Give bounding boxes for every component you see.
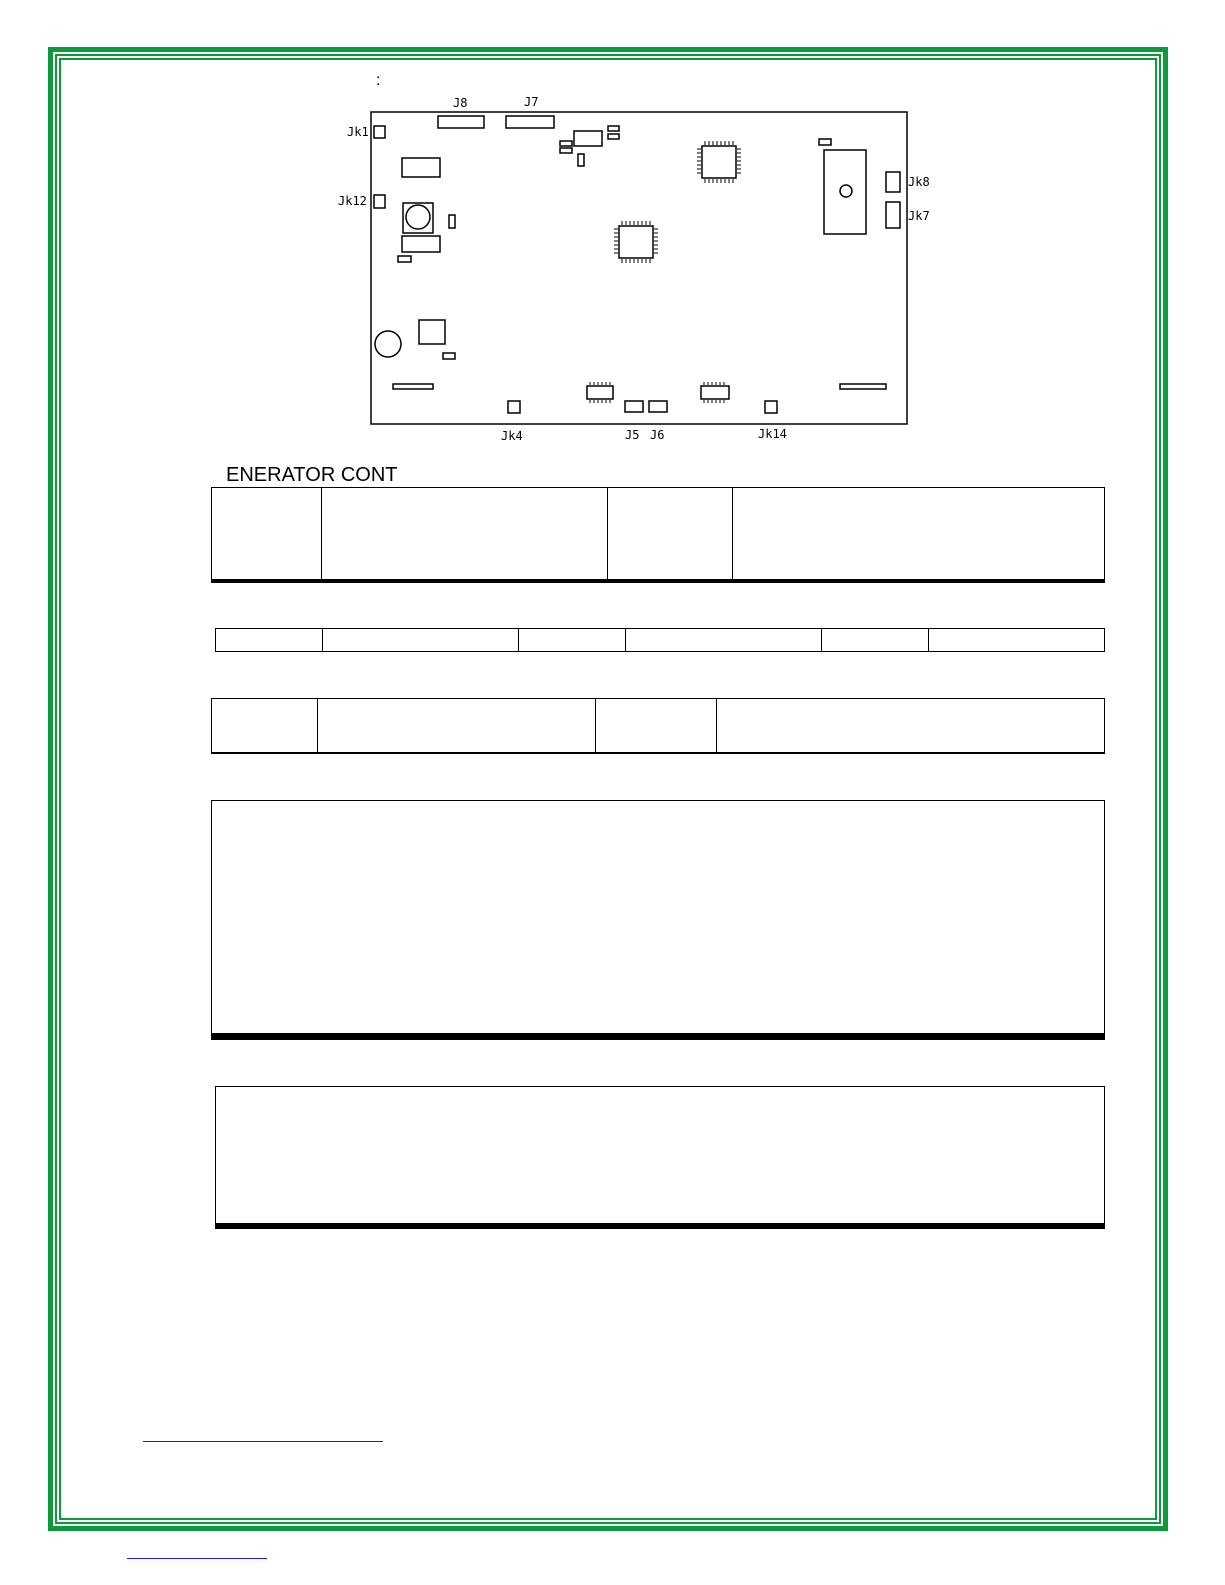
table-2	[215, 628, 1105, 652]
label-j7: J7	[524, 95, 539, 109]
smd-6	[819, 139, 831, 145]
jack-jk7	[886, 202, 900, 228]
table-4	[211, 800, 1105, 1040]
smd-8	[398, 256, 411, 262]
label-jk8: Jk8	[908, 175, 930, 189]
jack-jk14	[765, 401, 777, 413]
jack-jk1	[374, 126, 385, 138]
smd-2	[608, 134, 619, 139]
qfp-upper	[702, 146, 736, 178]
connector-j7	[506, 116, 554, 128]
table-row	[216, 1228, 1105, 1229]
table-row	[212, 488, 1105, 580]
jack-jk4	[508, 401, 520, 413]
label-jk7: Jk7	[908, 209, 930, 223]
smd-3	[560, 141, 572, 146]
ic-bottom-1	[587, 386, 613, 399]
module-right-hole	[840, 185, 852, 197]
block-left-2	[402, 236, 440, 252]
table-header-row	[212, 801, 1105, 1034]
block-left-1	[402, 158, 440, 177]
table-row	[212, 699, 1105, 753]
table-row	[216, 629, 1105, 652]
smd-4	[560, 148, 572, 153]
table-row	[212, 582, 1105, 583]
link-underline-1[interactable]	[143, 1441, 383, 1442]
smd-9	[443, 353, 455, 359]
smd-5	[578, 154, 584, 166]
jack-jk8	[886, 172, 900, 192]
connector-j6	[649, 401, 667, 412]
smd-1	[608, 126, 619, 131]
capacitor-round	[375, 331, 401, 357]
regulator-circle	[406, 205, 430, 229]
table-row	[212, 1039, 1105, 1040]
section-title: ENERATOR CONT	[226, 464, 398, 486]
table-header-row	[216, 1087, 1105, 1224]
module-right	[824, 150, 866, 234]
smd-7	[449, 215, 455, 228]
connector-j8	[438, 116, 484, 128]
ribbon-left	[393, 384, 433, 389]
ic-top-1	[574, 131, 602, 146]
board-outline	[371, 112, 907, 424]
label-j6: J6	[650, 428, 665, 442]
circuit-board-diagram	[330, 90, 940, 450]
ic-left-square	[419, 320, 445, 344]
label-jk14: Jk14	[758, 427, 787, 441]
header-colon: :	[376, 72, 381, 89]
label-jk4: Jk4	[501, 429, 523, 443]
table-row	[212, 753, 1105, 754]
label-jk1: Jk1	[347, 125, 369, 139]
jack-jk12	[374, 195, 385, 208]
connector-j5	[625, 401, 643, 412]
table-1	[211, 487, 1105, 583]
label-jk12: Jk12	[338, 194, 367, 208]
table-5	[215, 1086, 1105, 1229]
qfp-center	[619, 226, 653, 258]
link-underline-2[interactable]	[127, 1558, 267, 1559]
ribbon-right	[840, 384, 886, 389]
table-3	[211, 698, 1105, 754]
ic-bottom-2	[701, 386, 729, 399]
label-j5: J5	[625, 428, 640, 442]
label-j8: J8	[453, 96, 468, 110]
